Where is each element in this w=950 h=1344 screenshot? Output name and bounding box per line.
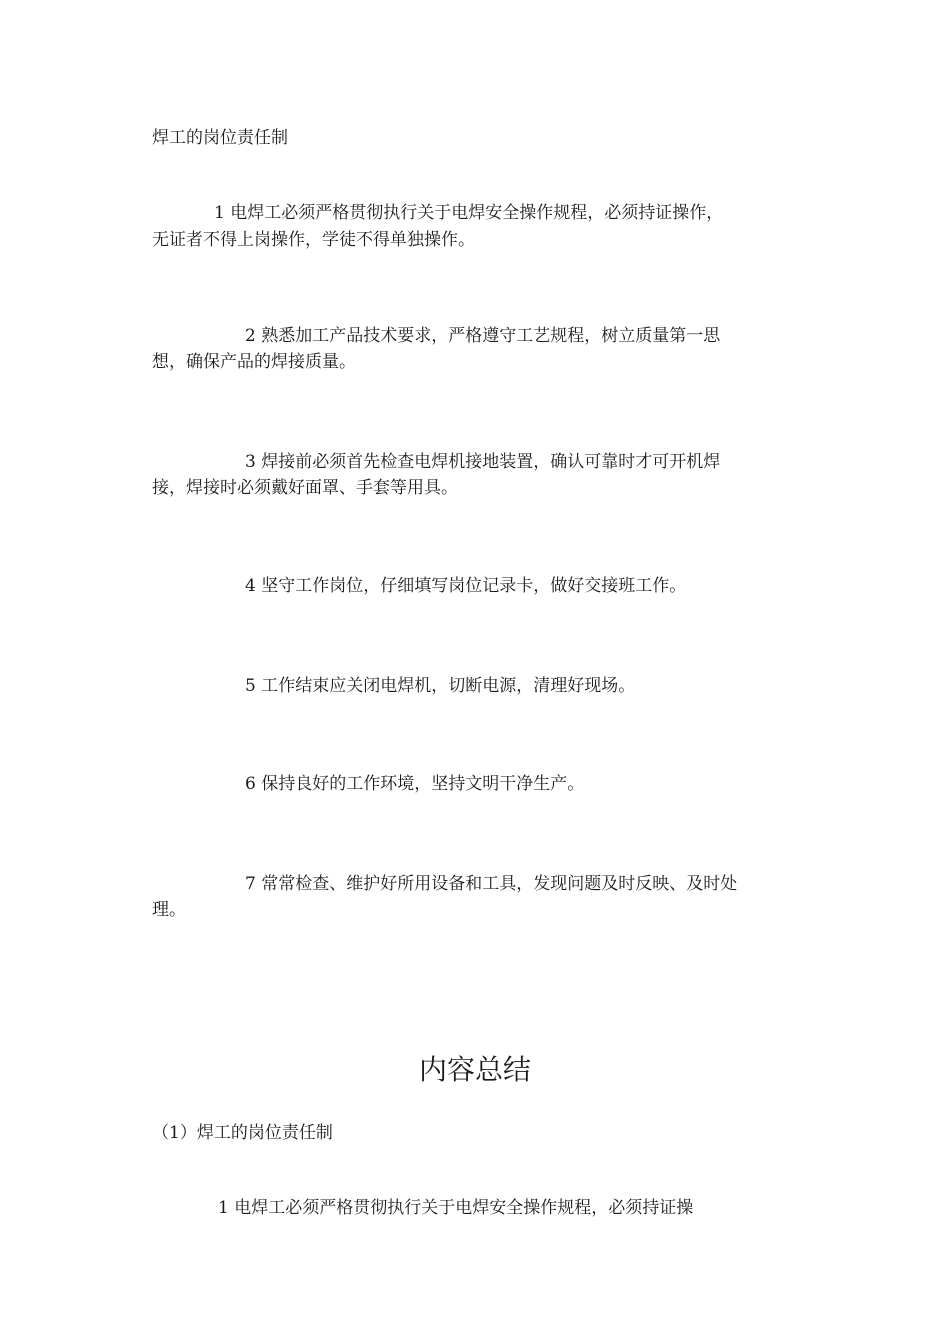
item-2-line-1: 2 熟悉加工产品技术要求，严格遵守工艺规程，树立质量第一思 [245, 326, 721, 346]
item-3-line-1: 3 焊接前必须首先检查电焊机接地装置，确认可靠时才可开机焊 [245, 452, 721, 472]
item-1-line-2: 无证者不得上岗操作，学徒不得单独操作。 [152, 230, 475, 250]
item-7-line-1: 7 常常检查、维护好所用设备和工具，发现问题及时反映、及时处 [245, 874, 738, 894]
item-6-line-1: 6 保持良好的工作环境，坚持文明干净生产。 [245, 774, 585, 794]
summary-subtitle: （1）焊工的岗位责任制 [152, 1123, 333, 1143]
item-1-line-1: 1 电焊工必须严格贯彻执行关于电焊安全操作规程，必须持证操作， [214, 203, 724, 223]
item-2-line-2: 想，确保产品的焊接质量。 [152, 352, 356, 372]
summary-heading: 内容总结 [418, 1053, 531, 1086]
item-4-line-1: 4 坚守工作岗位，仔细填写岗位记录卡，做好交接班工作。 [245, 576, 687, 596]
summary-item-1-line-1: 1 电焊工必须严格贯彻执行关于电焊安全操作规程，必须持证操 [218, 1198, 694, 1218]
document-title: 焊工的岗位责任制 [152, 128, 288, 148]
item-7-line-2: 理。 [152, 900, 186, 920]
item-3-line-2: 接，焊接时必须戴好面罩、手套等用具。 [152, 478, 458, 498]
item-5-line-1: 5 工作结束应关闭电焊机，切断电源，清理好现场。 [245, 676, 636, 696]
